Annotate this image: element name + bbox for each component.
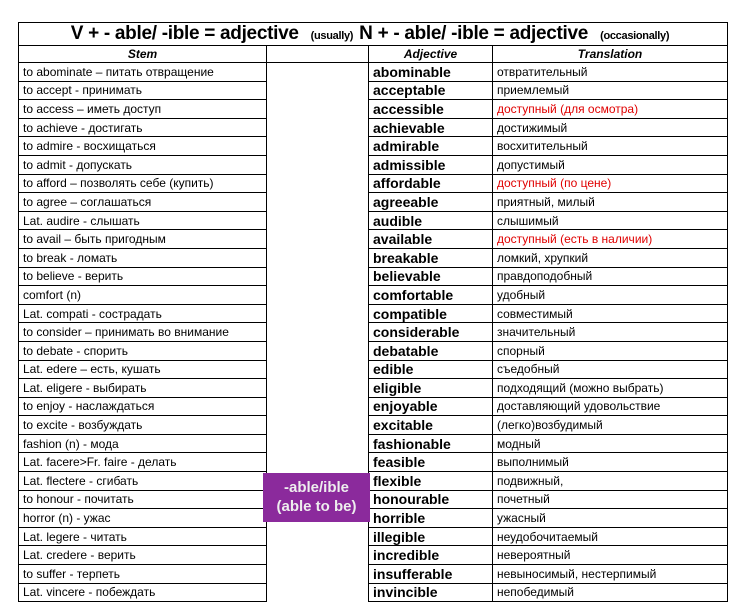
adjective-cell: insufferable xyxy=(369,565,493,584)
translation-cell: значительный xyxy=(493,323,728,342)
stem-cell: to believe - верить xyxy=(19,267,267,286)
middle-cell xyxy=(267,323,369,342)
translation-cell: подвижный, xyxy=(493,472,728,491)
header-blank xyxy=(267,46,369,63)
adjective-cell: audible xyxy=(369,211,493,230)
translation-cell: неудобочитаемый xyxy=(493,527,728,546)
adjective-cell: admissible xyxy=(369,155,493,174)
translation-cell: удобный xyxy=(493,286,728,305)
stem-cell: to break - ломать xyxy=(19,248,267,267)
adjective-cell: feasible xyxy=(369,453,493,472)
table-row xyxy=(19,323,728,342)
table-row xyxy=(19,230,728,249)
middle-cell xyxy=(267,453,369,472)
adjective-cell: considerable xyxy=(369,323,493,342)
table-row xyxy=(19,509,728,528)
adjective-cell: debatable xyxy=(369,341,493,360)
table-row xyxy=(19,211,728,230)
vocabulary-table xyxy=(18,22,728,602)
table-row xyxy=(19,360,728,379)
adjective-cell: acceptable xyxy=(369,81,493,100)
middle-cell xyxy=(267,155,369,174)
adjective-cell: fashionable xyxy=(369,434,493,453)
title-noun-note: (occasionally) xyxy=(600,30,670,42)
table-row xyxy=(19,137,728,156)
middle-cell xyxy=(267,137,369,156)
adjective-cell: abominable xyxy=(369,63,493,82)
middle-cell xyxy=(267,211,369,230)
table-row xyxy=(19,63,728,82)
stem-cell: to enjoy - наслаждаться xyxy=(19,397,267,416)
stem-cell: to accept - принимать xyxy=(19,81,267,100)
middle-cell xyxy=(267,527,369,546)
stem-cell: Lat. vincere - побеждать xyxy=(19,583,267,602)
translation-cell: подходящий (можно выбрать) xyxy=(493,379,728,398)
table-row xyxy=(19,286,728,305)
stem-cell: to admit - допускать xyxy=(19,155,267,174)
table-row xyxy=(19,416,728,435)
stem-cell: Lat. flectere - сгибать xyxy=(19,472,267,491)
stem-cell: to consider – принимать во внимание xyxy=(19,323,267,342)
title-noun-rule: N + - able/ -ible = adjective xyxy=(359,23,589,44)
stem-cell: Lat. credere - верить xyxy=(19,546,267,565)
stem-cell: Lat. edere – есть, кушать xyxy=(19,360,267,379)
adjective-cell: eligible xyxy=(369,379,493,398)
middle-cell xyxy=(267,379,369,398)
middle-cell xyxy=(267,63,369,82)
table-row xyxy=(19,397,728,416)
stem-cell: Lat. audire - слышать xyxy=(19,211,267,230)
translation-cell: восхитительный xyxy=(493,137,728,156)
translation-cell: доступный (по цене) xyxy=(493,174,728,193)
table-row xyxy=(19,100,728,119)
stem-cell: to suffer - терпеть xyxy=(19,565,267,584)
adjective-cell: incredible xyxy=(369,546,493,565)
translation-cell: съедобный xyxy=(493,360,728,379)
middle-cell xyxy=(267,230,369,249)
adjective-cell: affordable xyxy=(369,174,493,193)
stem-cell: to excite - возбуждать xyxy=(19,416,267,435)
translation-cell: совместимый xyxy=(493,304,728,323)
table-row xyxy=(19,527,728,546)
translation-cell: допустимый xyxy=(493,155,728,174)
adjective-cell: believable xyxy=(369,267,493,286)
badge-line-2: (able to be) xyxy=(276,498,357,515)
middle-cell xyxy=(267,81,369,100)
table-row xyxy=(19,118,728,137)
translation-cell: ужасный xyxy=(493,509,728,528)
middle-cell xyxy=(267,565,369,584)
stem-cell: Lat. facere>Fr. faire - делать xyxy=(19,453,267,472)
middle-cell xyxy=(267,434,369,453)
translation-cell: доступный (для осмотра) xyxy=(493,100,728,119)
table-row xyxy=(19,453,728,472)
table-title xyxy=(19,23,728,46)
stem-cell: to honour - почитать xyxy=(19,490,267,509)
adjective-cell: admirable xyxy=(369,137,493,156)
vocabulary-table-container xyxy=(18,22,727,602)
middle-cell xyxy=(267,583,369,602)
stem-cell: to abominate – питать отвращение xyxy=(19,63,267,82)
translation-cell: правдоподобный xyxy=(493,267,728,286)
table-row xyxy=(19,267,728,286)
table-row xyxy=(19,490,728,509)
table-row xyxy=(19,565,728,584)
middle-cell xyxy=(267,360,369,379)
middle-cell xyxy=(267,118,369,137)
adjective-cell: available xyxy=(369,230,493,249)
table-row xyxy=(19,341,728,360)
table-row xyxy=(19,304,728,323)
middle-cell xyxy=(267,546,369,565)
stem-cell: comfort (n) xyxy=(19,286,267,305)
header-adjective: Adjective xyxy=(369,46,493,63)
stem-cell: fashion (n) - мода xyxy=(19,434,267,453)
stem-cell: to debate - спорить xyxy=(19,341,267,360)
translation-cell: невероятный xyxy=(493,546,728,565)
adjective-cell: edible xyxy=(369,360,493,379)
adjective-cell: enjoyable xyxy=(369,397,493,416)
translation-cell: слышимый xyxy=(493,211,728,230)
adjective-cell: invincible xyxy=(369,583,493,602)
middle-cell xyxy=(267,100,369,119)
translation-cell: (легко)возбудимый xyxy=(493,416,728,435)
table-row xyxy=(19,379,728,398)
translation-cell: достижимый xyxy=(493,118,728,137)
stem-cell: to agree – соглашаться xyxy=(19,193,267,212)
translation-cell: приятный, милый xyxy=(493,193,728,212)
middle-cell xyxy=(267,397,369,416)
translation-cell: доставляющий удовольствие xyxy=(493,397,728,416)
stem-cell: to access – иметь доступ xyxy=(19,100,267,119)
title-row xyxy=(19,23,728,46)
stem-cell: Lat. eligere - выбирать xyxy=(19,379,267,398)
translation-cell: почетный xyxy=(493,490,728,509)
stem-cell: to admire - восхищаться xyxy=(19,137,267,156)
stem-cell: to afford – позволять себе (купить) xyxy=(19,174,267,193)
table-row xyxy=(19,583,728,602)
middle-cell xyxy=(267,267,369,286)
table-row xyxy=(19,248,728,267)
adjective-cell: achievable xyxy=(369,118,493,137)
middle-cell xyxy=(267,416,369,435)
table-row xyxy=(19,472,728,491)
translation-cell: ломкий, хрупкий xyxy=(493,248,728,267)
header-translation: Translation xyxy=(493,46,728,63)
translation-cell: невыносимый, нестерпимый xyxy=(493,565,728,584)
stem-cell: to achieve - достигать xyxy=(19,118,267,137)
header-row xyxy=(19,46,728,63)
table-row xyxy=(19,155,728,174)
header-stem: Stem xyxy=(19,46,267,63)
middle-cell xyxy=(267,286,369,305)
translation-cell: приемлемый xyxy=(493,81,728,100)
translation-cell: спорный xyxy=(493,341,728,360)
adjective-cell: honourable xyxy=(369,490,493,509)
title-verb-note: (usually) xyxy=(310,30,354,42)
stem-cell: to avail – быть пригодным xyxy=(19,230,267,249)
table-row xyxy=(19,174,728,193)
translation-cell: выполнимый xyxy=(493,453,728,472)
adjective-cell: flexible xyxy=(369,472,493,491)
table-row xyxy=(19,546,728,565)
adjective-cell: compatible xyxy=(369,304,493,323)
stem-cell: horror (n) - ужас xyxy=(19,509,267,528)
adjective-cell: breakable xyxy=(369,248,493,267)
stem-cell: Lat. legere - читать xyxy=(19,527,267,546)
adjective-cell: horrible xyxy=(369,509,493,528)
translation-cell: непобедимый xyxy=(493,583,728,602)
stem-cell: Lat. compati - сострадать xyxy=(19,304,267,323)
adjective-cell: illegible xyxy=(369,527,493,546)
adjective-cell: agreeable xyxy=(369,193,493,212)
table-row xyxy=(19,81,728,100)
title-verb-rule: V + - able/ -ible = adjective xyxy=(70,23,299,44)
adjective-cell: excitable xyxy=(369,416,493,435)
translation-cell: модный xyxy=(493,434,728,453)
table-row xyxy=(19,193,728,212)
suffix-badge xyxy=(263,473,370,522)
table-row xyxy=(19,434,728,453)
middle-cell xyxy=(267,174,369,193)
middle-cell xyxy=(267,304,369,323)
badge-line-1: -able/ible xyxy=(283,479,350,496)
middle-cell xyxy=(267,193,369,212)
translation-cell: отвратительный xyxy=(493,63,728,82)
middle-cell xyxy=(267,248,369,267)
adjective-cell: accessible xyxy=(369,100,493,119)
adjective-cell: comfortable xyxy=(369,286,493,305)
middle-cell xyxy=(267,341,369,360)
translation-cell: доступный (есть в наличии) xyxy=(493,230,728,249)
